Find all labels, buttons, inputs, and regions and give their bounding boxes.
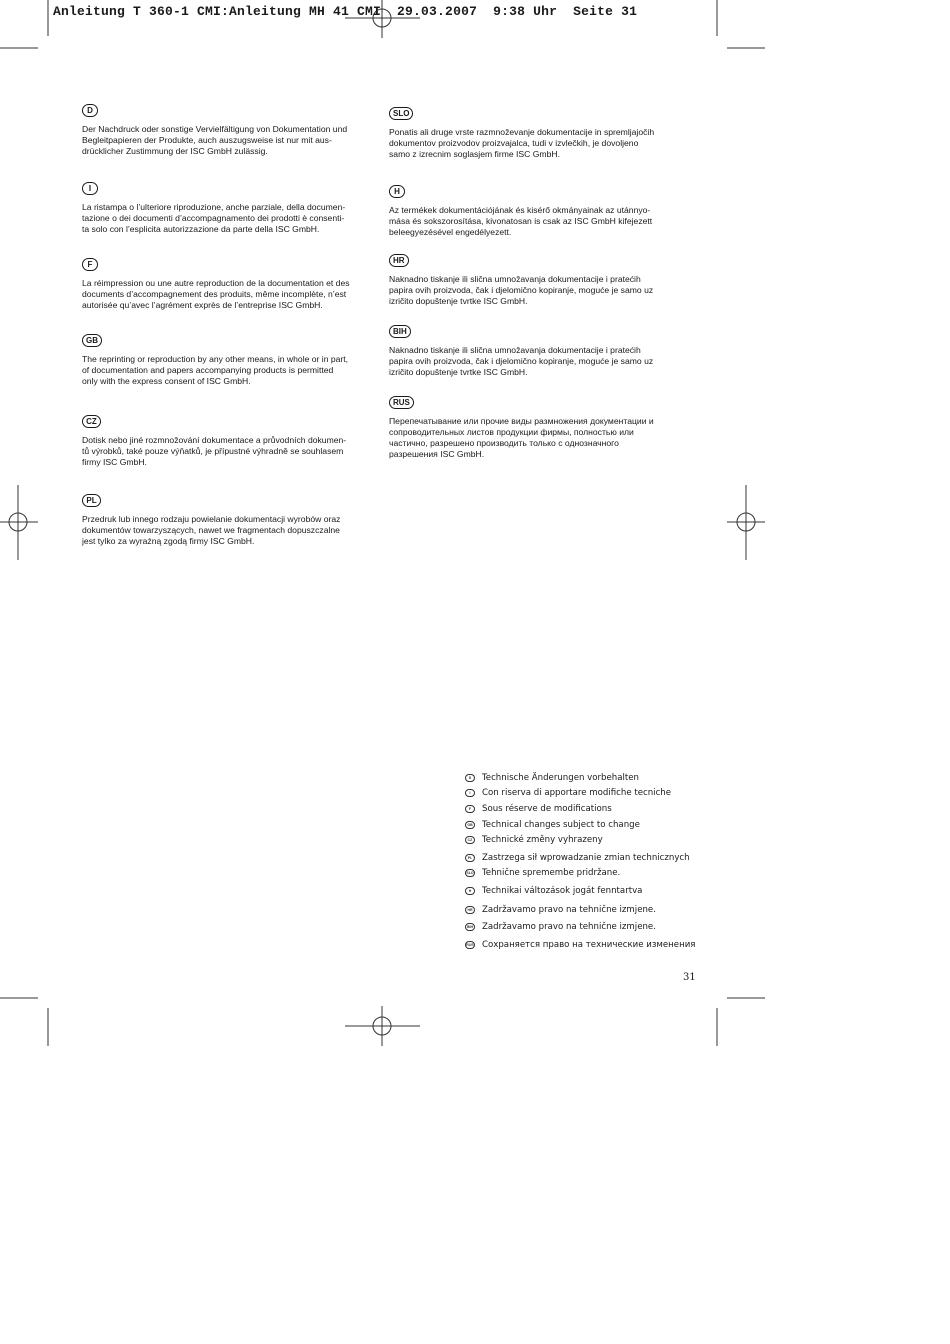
language-badge-icon: F	[465, 805, 475, 813]
list-item	[465, 883, 695, 899]
copyright-text: The reprinting or reproduction by any other means, in whole or in part, of documentation and papers accompanying products is permitted only with the express consent of ISC GmbH.	[82, 354, 349, 386]
list-item	[465, 801, 695, 817]
language-badge-icon: RUS	[466, 942, 474, 947]
copyright-text: Naknadno tiskanje ili slična umnožavanja dokumentacije i pratećih papira ovih proizvoda, čak i djelomično kopiranje, moguće je samo uz izričito dopuštenje tvrtke ISC GmbH.	[389, 345, 654, 377]
change-note: Technikai változások jogát fenntartva	[482, 885, 643, 896]
copyright-text: Der Nachdruck oder sonstige Vervielfältigung von Dokumentation und Begleitpapieren der Produkte, auch auszugsweise ist nur mit aus- drücklicher Zustimmung der ISC GmbH zulässig.	[82, 124, 348, 156]
change-note: Technische Änderungen vorbehalten	[482, 772, 639, 783]
copyright-text: La réimpression ou une autre reproduction de la documentation et des documents d’accompagnement des produits, même incomplète, n’est autorisée qu’avec l’agrément exprès de l’entreprise ISC GmbH.	[82, 278, 350, 310]
language-badge-icon: D	[465, 774, 475, 782]
list-item	[465, 770, 695, 786]
technical-changes-list	[465, 770, 695, 953]
language-badge-icon: GB	[465, 821, 475, 829]
copyright-block-i	[82, 178, 374, 235]
language-badge-icon: PL	[465, 854, 475, 862]
copyright-block-f	[82, 254, 374, 311]
change-note: Сохраняется право на технические изменения	[482, 939, 696, 950]
language-badge-icon: SLO	[466, 871, 474, 876]
copyright-text: Перепечатывание или прочие виды размножения документации и сопроводительных листов продукции фирмы, полностью или частично, разрешено производить только с однозначного разрешения ISC GmbH.	[389, 416, 654, 459]
list-item	[465, 902, 695, 918]
copyright-text: Ponatis ali druge vrste razmnoževanje dokumentacije in spremljajočih dokumentov proizvodov proizvajalca, tudi v izvlečkih, je dovoljeno samo z izrecnim soglasjem firme ISC GmbH.	[389, 127, 655, 159]
language-badge-icon: BIH	[466, 925, 474, 930]
language-badge-icon: I	[465, 789, 475, 797]
language-badge: F	[82, 258, 98, 271]
language-badge: GB	[82, 334, 102, 347]
print-slug-header: Anleitung T 360-1 CMI:Anleitung MH 41 CMI 29.03.2007 9:38 Uhr Seite 31	[53, 4, 638, 19]
change-note: Technical changes subject to change	[482, 819, 640, 830]
list-item	[465, 919, 695, 935]
change-note: Zadržavamo pravo na tehnične izmjene.	[482, 904, 656, 915]
copyright-text: Dotisk nebo jiné rozmnožování dokumentace a průvodních dokumen- tů výrobků, také pouze výňatků, je přípustné výhradně se souhlasem firmy ISC GmbH.	[82, 435, 347, 467]
copyright-text: Az termékek dokumentációjának és kisérő okmányainak az utánnyo- mása és sokszorosítása, kivonatosan is csak az ISC GmbH kifejezett beleegyezésével engedélyezett.	[389, 205, 653, 237]
change-note: Sous réserve de modifications	[482, 803, 612, 814]
language-badge: I	[82, 182, 98, 195]
list-item	[465, 832, 695, 848]
copyright-block-hr	[389, 250, 681, 307]
list-item	[465, 817, 695, 833]
copyright-block-slo	[389, 103, 681, 160]
change-note: Zastrzega sił wprowadzanie zmian technicznych	[482, 852, 690, 863]
copyright-text: Naknadno tiskanje ili slična umnožavanja dokumentacije i pratećih papira ovih proizvoda, čak i djelomično kopiranje, moguće je samo uz izričito dopuštenje tvrtke ISC GmbH.	[389, 274, 654, 306]
language-badge: SLO	[389, 107, 413, 120]
change-note: Con riserva di apportare modifiche tecniche	[482, 788, 672, 799]
copyright-block-rus	[389, 392, 681, 460]
copyright-block-cz	[82, 411, 374, 468]
language-badge: RUS	[389, 396, 414, 409]
copyright-text: Przedruk lub innego rodzaju powielanie dokumentacji wyrobów oraz dokumentów towarzyszących, nawet we fragmentach dopuszczalne jest tylko za wyraźną zgodą firmy ISC GmbH.	[82, 514, 341, 546]
copyright-block-bih	[389, 321, 681, 378]
list-item	[465, 866, 695, 882]
language-badge-icon: H	[465, 887, 475, 895]
language-badge: CZ	[82, 415, 101, 428]
copyright-block-d	[82, 100, 374, 157]
copyright-block-pl	[82, 490, 374, 547]
list-item	[465, 850, 695, 866]
copyright-block-h	[389, 181, 681, 238]
page-number: 31	[683, 972, 696, 983]
change-note: Tehnične spremembe pridržane.	[482, 868, 621, 879]
language-badge: BIH	[389, 325, 411, 338]
language-badge: PL	[82, 494, 101, 507]
list-item	[465, 937, 695, 953]
language-badge: HR	[389, 254, 409, 267]
language-badge-icon: CZ	[465, 836, 475, 844]
list-item	[465, 786, 695, 802]
language-badge: H	[389, 185, 405, 198]
change-note: Zadržavamo pravo na tehnične izmjene.	[482, 922, 656, 933]
language-badge-icon: HR	[465, 906, 475, 914]
change-note: Technické změny vyhrazeny	[482, 835, 603, 846]
copyright-text: La ristampa o l’ulteriore riproduzione, anche parziale, della documen- tazione o dei documenti d’accompagnamento dei prodotti è consenti- ta solo con l’esplicita autorizzazione da parte della ISC GmbH.	[82, 202, 346, 234]
language-badge: D	[82, 104, 98, 117]
copyright-block-gb	[82, 330, 374, 387]
